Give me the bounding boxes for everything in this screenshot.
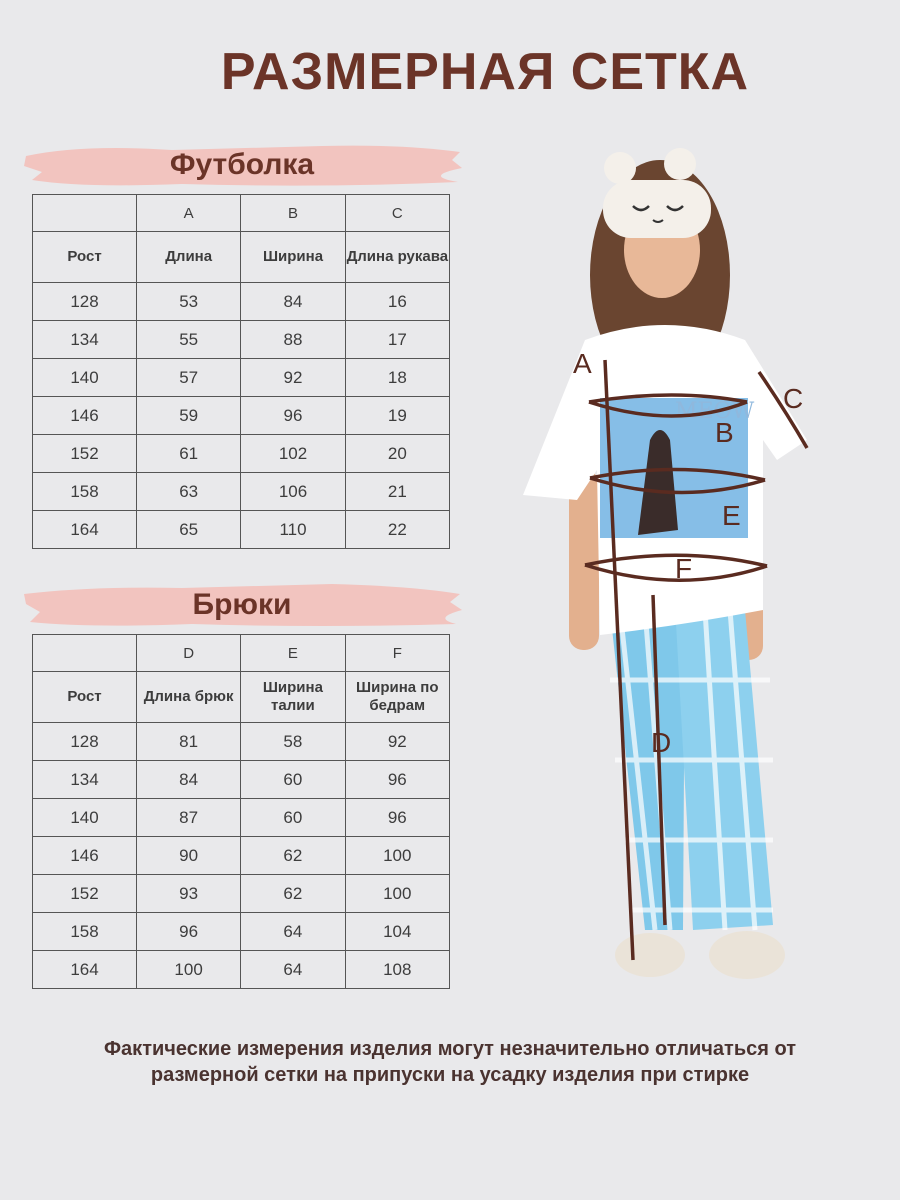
table-cell: 140	[33, 359, 137, 397]
table-cell: B	[241, 195, 345, 232]
table-row	[33, 473, 450, 511]
table-cell: 55	[137, 321, 241, 359]
table-cell: 84	[137, 761, 241, 799]
table-cell: 158	[33, 913, 137, 951]
table-cell: 146	[33, 397, 137, 435]
mark-e: E	[722, 500, 741, 531]
table-cell: 18	[345, 359, 449, 397]
table-cell: 128	[33, 723, 137, 761]
table-cell: 17	[345, 321, 449, 359]
left-slipper	[615, 933, 685, 977]
table-header-cell: Рост	[33, 232, 137, 283]
table-cell: 62	[241, 837, 345, 875]
table-letter-row	[33, 635, 450, 672]
table-row	[33, 435, 450, 473]
table-cell: 61	[137, 435, 241, 473]
table-cell: 134	[33, 321, 137, 359]
footnote: Фактические измерения изделия могут незначительно отличаться от размерной сетки на припуски на усадку изделия при стирке	[103, 1038, 796, 1086]
tshirt-size-table	[32, 194, 450, 549]
table-cell: 164	[33, 511, 137, 549]
table-header-cell: Ширина	[241, 232, 345, 283]
table-cell: 100	[345, 875, 449, 913]
table-cell: F	[345, 635, 449, 672]
table-header-row	[33, 232, 450, 283]
table-cell: 93	[137, 875, 241, 913]
table-cell: 64	[241, 913, 345, 951]
table-cell: 96	[137, 913, 241, 951]
table-cell: 58	[241, 723, 345, 761]
pants-title: Брюки	[192, 588, 292, 621]
table-cell: 84	[241, 283, 345, 321]
table-cell: 146	[33, 837, 137, 875]
table-cell: 100	[137, 951, 241, 989]
pants-table-body	[33, 723, 450, 989]
table-letter-row	[33, 195, 450, 232]
table-row	[33, 875, 450, 913]
table-header-row	[33, 672, 450, 723]
table-cell: 106	[241, 473, 345, 511]
mark-c: C	[783, 383, 804, 414]
table-header-cell: Длина	[137, 232, 241, 283]
table-cell: 108	[345, 951, 449, 989]
table-cell: 59	[137, 397, 241, 435]
pants-size-table	[32, 634, 450, 989]
table-cell: 96	[345, 799, 449, 837]
table-cell: C	[345, 195, 449, 232]
table-cell: 104	[345, 913, 449, 951]
table-cell: 164	[33, 951, 137, 989]
mark-f: F	[675, 553, 693, 584]
table-cell: E	[241, 635, 345, 672]
table-cell: 92	[241, 359, 345, 397]
table-cell: 60	[241, 799, 345, 837]
table-row	[33, 397, 450, 435]
page-title: РАЗМЕРНАЯ СЕТКА	[220, 43, 750, 101]
table-header-cell: Длина брюк	[137, 672, 241, 723]
table-cell: 152	[33, 875, 137, 913]
table-cell	[33, 635, 137, 672]
table-cell: 65	[137, 511, 241, 549]
table-row	[33, 837, 450, 875]
tshirt-section-title	[32, 140, 452, 190]
print-text: MEOW	[675, 399, 755, 424]
table-row	[33, 951, 450, 989]
table-cell: A	[137, 195, 241, 232]
pants-shape	[610, 605, 773, 930]
table-cell: 128	[33, 283, 137, 321]
table-cell: 152	[33, 435, 137, 473]
table-header-cell: Рост	[33, 672, 137, 723]
table-cell: 96	[241, 397, 345, 435]
table-cell: 110	[241, 511, 345, 549]
table-cell: 158	[33, 473, 137, 511]
model-illustration	[515, 140, 815, 1000]
table-row	[33, 359, 450, 397]
right-slipper	[709, 931, 785, 979]
table-row	[33, 511, 450, 549]
table-cell: 19	[345, 397, 449, 435]
table-cell: 57	[137, 359, 241, 397]
table-header-cell: Длина рукава	[345, 232, 449, 283]
table-cell: 100	[345, 837, 449, 875]
table-cell: 96	[345, 761, 449, 799]
table-cell: 21	[345, 473, 449, 511]
table-cell: 16	[345, 283, 449, 321]
table-cell: 87	[137, 799, 241, 837]
tshirt-table-body	[33, 283, 450, 549]
pants-section-title	[32, 580, 452, 630]
table-cell: 88	[241, 321, 345, 359]
table-row	[33, 283, 450, 321]
table-cell: 90	[137, 837, 241, 875]
table-cell	[33, 195, 137, 232]
table-cell: 140	[33, 799, 137, 837]
table-row	[33, 913, 450, 951]
table-cell: 92	[345, 723, 449, 761]
table-row	[33, 723, 450, 761]
table-cell: 81	[137, 723, 241, 761]
tshirt-title: Футболка	[169, 148, 315, 181]
table-cell: 53	[137, 283, 241, 321]
table-row	[33, 761, 450, 799]
table-cell: 63	[137, 473, 241, 511]
mark-b: B	[715, 417, 734, 448]
table-header-cell: Ширина по бедрам	[345, 672, 449, 723]
table-cell: 134	[33, 761, 137, 799]
table-cell: D	[137, 635, 241, 672]
table-cell: 60	[241, 761, 345, 799]
table-row	[33, 321, 450, 359]
table-header-cell: Ширина талии	[241, 672, 345, 723]
table-cell: 22	[345, 511, 449, 549]
table-row	[33, 799, 450, 837]
mark-a: A	[573, 348, 592, 379]
table-cell: 20	[345, 435, 449, 473]
table-cell: 64	[241, 951, 345, 989]
table-cell: 62	[241, 875, 345, 913]
mark-d: D	[651, 727, 672, 758]
table-cell: 102	[241, 435, 345, 473]
